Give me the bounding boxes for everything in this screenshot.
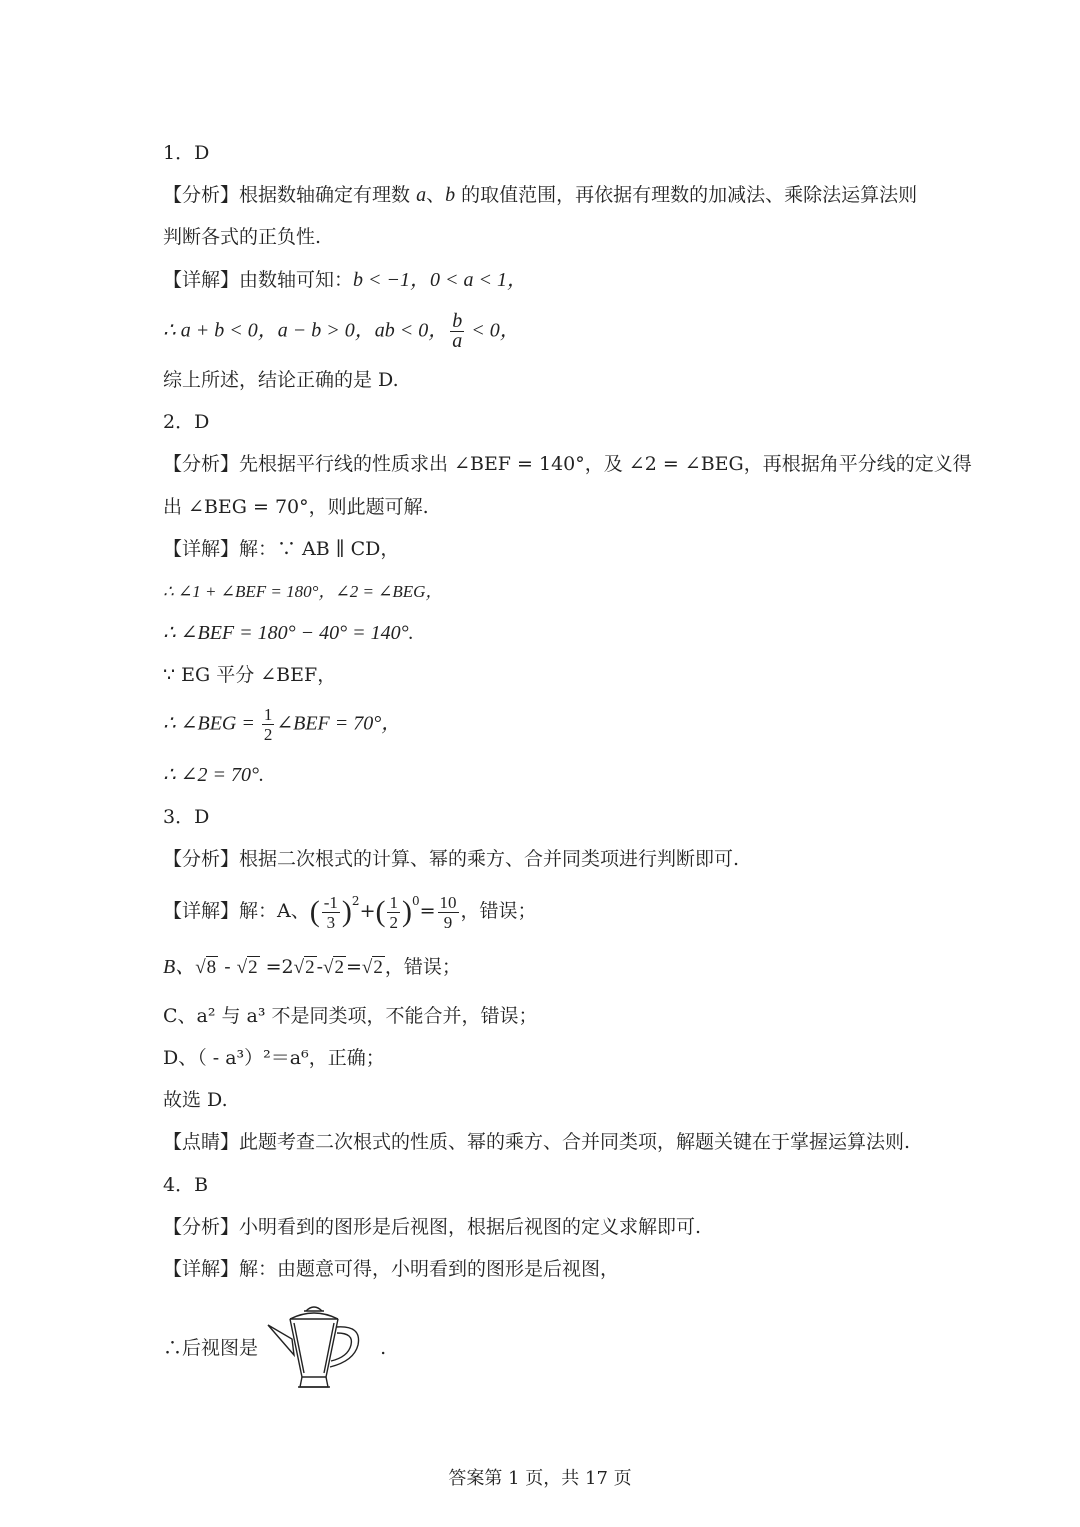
fraction-one-half: $\frac{1}{2}$	[263, 705, 273, 744]
sqrt-2: √2	[293, 957, 315, 978]
comment-tag: 【点睛】	[163, 1131, 240, 1153]
analysis-tag: 【分析】	[163, 453, 240, 475]
sqrt-8: √8	[195, 957, 217, 978]
q2-step1: ∴ ∠1 + ∠BEF = 180°，∠2 = ∠BEG，	[163, 582, 443, 601]
q2-detail-line1: 【详解】解：∵ AB ∥ CD，	[163, 538, 400, 560]
fraction-b-over-a: $\frac{b}{a}$	[452, 310, 463, 352]
detail-tag: 【详解】	[163, 900, 240, 922]
sqrt-2: √2	[323, 957, 344, 978]
q2-step2: ∴ ∠BEF = 180° − 40° = 140°.	[163, 622, 414, 644]
q2-analysis-line2: 出 ∠BEG = 70°，则此题可解.	[163, 496, 429, 518]
q3-detail-line-c: C、a² 与 a³ 不是同类项，不能合并，错误；	[163, 1005, 538, 1027]
detail-tag: 【详解】	[163, 538, 240, 560]
sqrt-2: √2	[236, 957, 258, 978]
q3-detail-line-d: D、（ - a³）²＝a⁶，正确；	[163, 1047, 385, 1069]
q3-comment: 【点睛】此题考查二次根式的性质、幂的乘方、合并同类项，解题关键在于掌握运算法则.	[163, 1131, 911, 1153]
detail-tag: 【详解】	[163, 1258, 240, 1280]
fraction-neg-one-third: $\frac{-1}{3}$	[323, 892, 338, 932]
q1-detail-line1: 【详解】由数轴可知：b < −1，0 < a < 1，	[163, 269, 528, 291]
q2-analysis-line1: 【分析】先根据平行线的性质求出 ∠BEF = 140°，及 ∠2 = ∠BEG，再根据角平分线的定义得	[163, 453, 972, 475]
q1-analysis-line2: 判断各式的正负性.	[163, 226, 322, 248]
q2-step4: ∴ ∠BEG = $\frac{1}{2}$ ∠BEF = 70°，	[163, 705, 402, 744]
analysis-tag: 【分析】	[163, 1216, 240, 1238]
sqrt-2: √2	[361, 957, 383, 978]
q4-result: ∴后视图是 .	[163, 1300, 386, 1396]
q3-heading: 3．D	[163, 806, 210, 828]
page-footer: 答案第 1 页，共 17 页	[448, 1468, 632, 1489]
q3-choose: 故选 D.	[163, 1089, 228, 1111]
teapot-back-view-figure	[264, 1303, 364, 1395]
q2-step3: ∵ EG 平分 ∠BEF，	[163, 664, 337, 686]
q4-analysis: 【分析】小明看到的图形是后视图，根据后视图的定义求解即可.	[163, 1216, 702, 1238]
q3-detail-line-a: 【详解】解：A、( $\frac{-1}{3}$ )$^2$+( $\frac{1}{2}$ )$^0$= $\frac{10}{9}$ ，错误；	[163, 892, 537, 932]
detail-tag: 【详解】	[163, 269, 240, 291]
q4-detail: 【详解】解：由题意可得，小明看到的图形是后视图，	[163, 1258, 620, 1280]
q1-conclusion: 综上所述，结论正确的是 D.	[163, 369, 399, 391]
q3-analysis: 【分析】根据二次根式的计算、幂的乘方、合并同类项进行判断即可.	[163, 848, 740, 870]
analysis-tag: 【分析】	[163, 184, 240, 206]
q1-detail-line2: ∴ a + b < 0，a − b > 0，ab < 0， $\frac{b}{a}$ < 0，	[163, 310, 520, 352]
q4-heading: 4．B	[163, 1174, 209, 1196]
fraction-one-half: $\frac{1}{2}$	[389, 892, 398, 932]
analysis-tag: 【分析】	[163, 848, 240, 870]
q2-heading: 2．D	[163, 411, 210, 433]
q2-step5: ∴ ∠2 = 70°.	[163, 764, 264, 786]
q1-heading: 1．D	[163, 142, 210, 164]
q1-analysis-line1: 【分析】根据数轴确定有理数 a、b 的取值范围，再依据有理数的加减法、乘除法运算法则	[163, 184, 918, 206]
fraction-ten-ninths: $\frac{10}{9}$	[439, 892, 457, 932]
q3-detail-line-b: B、√8 - √2 =2√2 -√2 =√2 ，错误；	[163, 956, 461, 978]
